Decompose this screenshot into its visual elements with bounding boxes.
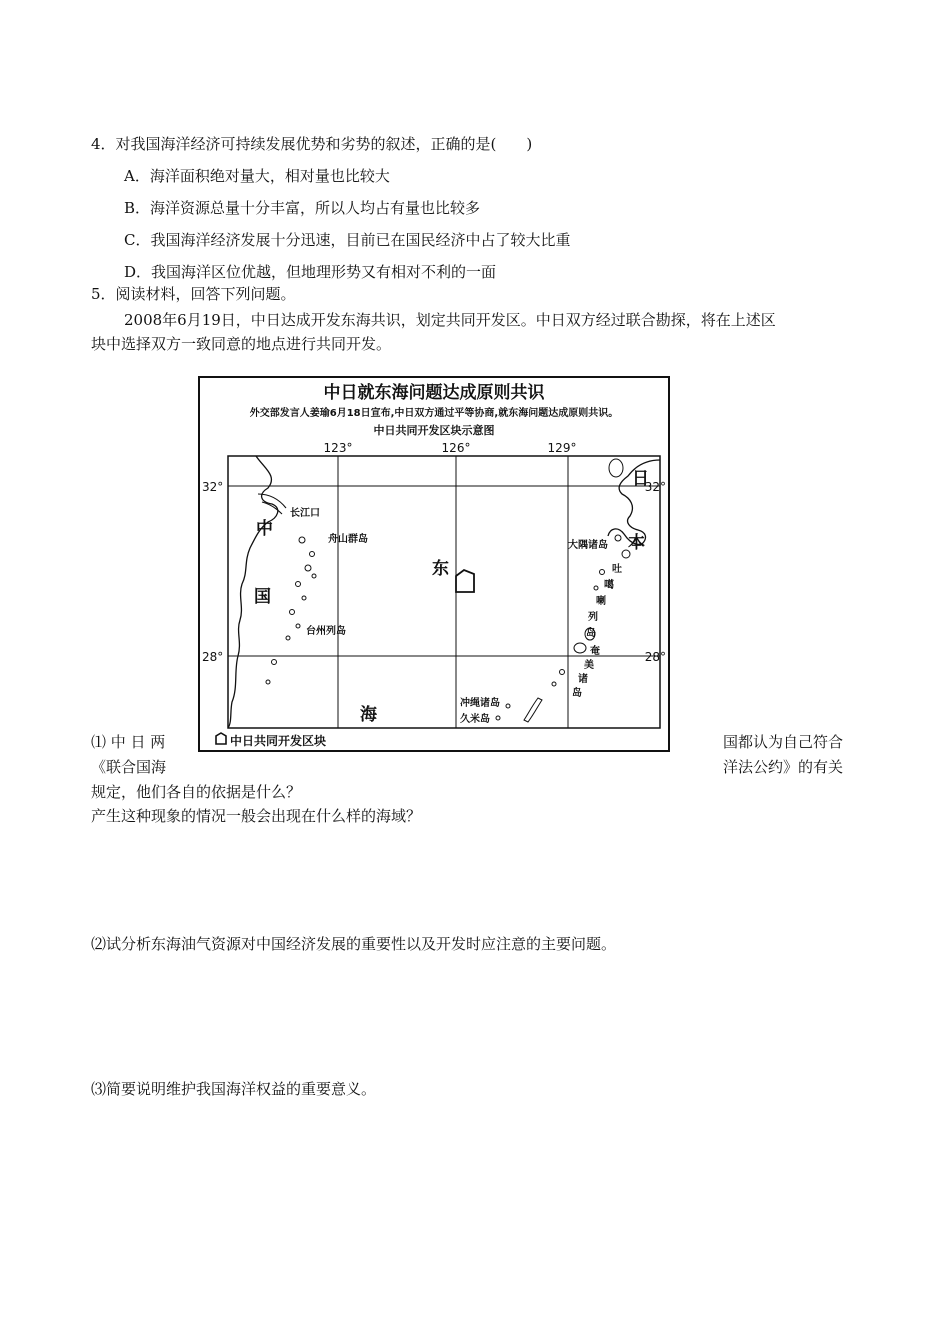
lon-label-123: 123°: [323, 441, 353, 455]
q5-sub1-line3: 规定，他们各自的依据是什么？: [91, 783, 302, 801]
label-osumi: 大隅诸岛: [568, 540, 608, 551]
q5-sub3: ⑶简要说明维护我国海洋权益的重要意义。: [91, 1080, 377, 1098]
label-tokara-char: 岛: [586, 628, 596, 639]
joint-development-block: [456, 570, 474, 592]
label-tokara-char: 噶: [604, 580, 614, 591]
q5-sub1-left2: 《联合国海: [91, 758, 167, 776]
lat-label-28-right: 28°: [644, 650, 666, 664]
q4-option-c: C．我国海洋经济发展十分迅速，目前已在国民经济中占了较大比重: [124, 231, 571, 249]
label-sea: 海: [360, 705, 377, 725]
map-caption: 中日共同开发区块示意图: [373, 424, 495, 437]
label-okinawa: 冲绳诸岛: [460, 698, 500, 709]
q5-stem: 5．阅读材料，回答下列问题。: [91, 285, 296, 303]
map-subtitle: 外交部发言人姜瑜6月18日宣布,中日双方通过平等协商,就东海问题达成原则共识。: [249, 408, 619, 419]
legend-block-symbol: [216, 733, 226, 744]
q5-sub1-right2: 洋法公约》的有关: [723, 758, 844, 776]
lat-label-32-right: 32°: [644, 480, 666, 494]
label-zhoushan: 舟山群岛: [328, 534, 368, 545]
q4-stem: 4．对我国海洋经济可持续发展优势和劣势的叙述，正确的是( ): [91, 135, 533, 153]
east-china-sea-map: [198, 376, 670, 752]
label-tokara-char: 吐: [612, 564, 622, 575]
q5-sub1-right1: 国都认为自己符合: [723, 733, 844, 751]
label-changjiang: 长江口: [290, 508, 320, 519]
label-kume: 久米岛: [460, 714, 490, 725]
label-china-2: 国: [254, 587, 271, 607]
label-amami-char: 岛: [572, 688, 582, 699]
q5-material-line2: 块中选择双方一致同意的地点进行共同开发。: [91, 335, 392, 353]
label-amami-char: 美: [584, 660, 594, 671]
q4-option-d: D．我国海洋区位优越，但地理形势又有相对不利的一面: [124, 263, 497, 281]
q5-material-line1: 2008年6月19日，中日达成开发东海共识，划定共同开发区。中日双方经过联合勘探，将在上述区: [124, 311, 776, 329]
label-east: 东: [432, 559, 449, 579]
label-amami-char: 奄: [590, 646, 600, 657]
label-japan-1: 日: [632, 469, 649, 489]
label-amami-char: 诸: [578, 674, 588, 685]
label-japan-2: 本: [628, 533, 645, 553]
q5-sub1-line4: 产生这种现象的情况一般会出现在什么样的海域？: [91, 807, 422, 825]
map-title: 中日就东海问题达成原则共识: [323, 383, 545, 403]
lon-label-126: 126°: [441, 441, 471, 455]
label-taizhou: 台州列岛: [306, 626, 346, 637]
q5-sub1-left1: ⑴ 中 日 两: [91, 733, 166, 751]
label-tokara-char: 喇: [596, 596, 606, 607]
q5-sub2: ⑵试分析东海油气资源对中国经济发展的重要性以及开发时应注意的主要问题。: [91, 935, 617, 953]
q4-option-a: A．海洋面积绝对量大，相对量也比较大: [124, 167, 390, 185]
legend-label: 中日共同开发区块: [230, 734, 327, 748]
lon-label-129: 129°: [547, 441, 577, 455]
label-china-1: 中: [256, 519, 273, 539]
label-tokara-char: 列: [588, 612, 598, 623]
lat-label-28-left: 28°: [202, 650, 224, 664]
q4-option-b: B．海洋资源总量十分丰富，所以人均占有量也比较多: [124, 199, 481, 217]
lat-label-32-left: 32°: [202, 480, 224, 494]
